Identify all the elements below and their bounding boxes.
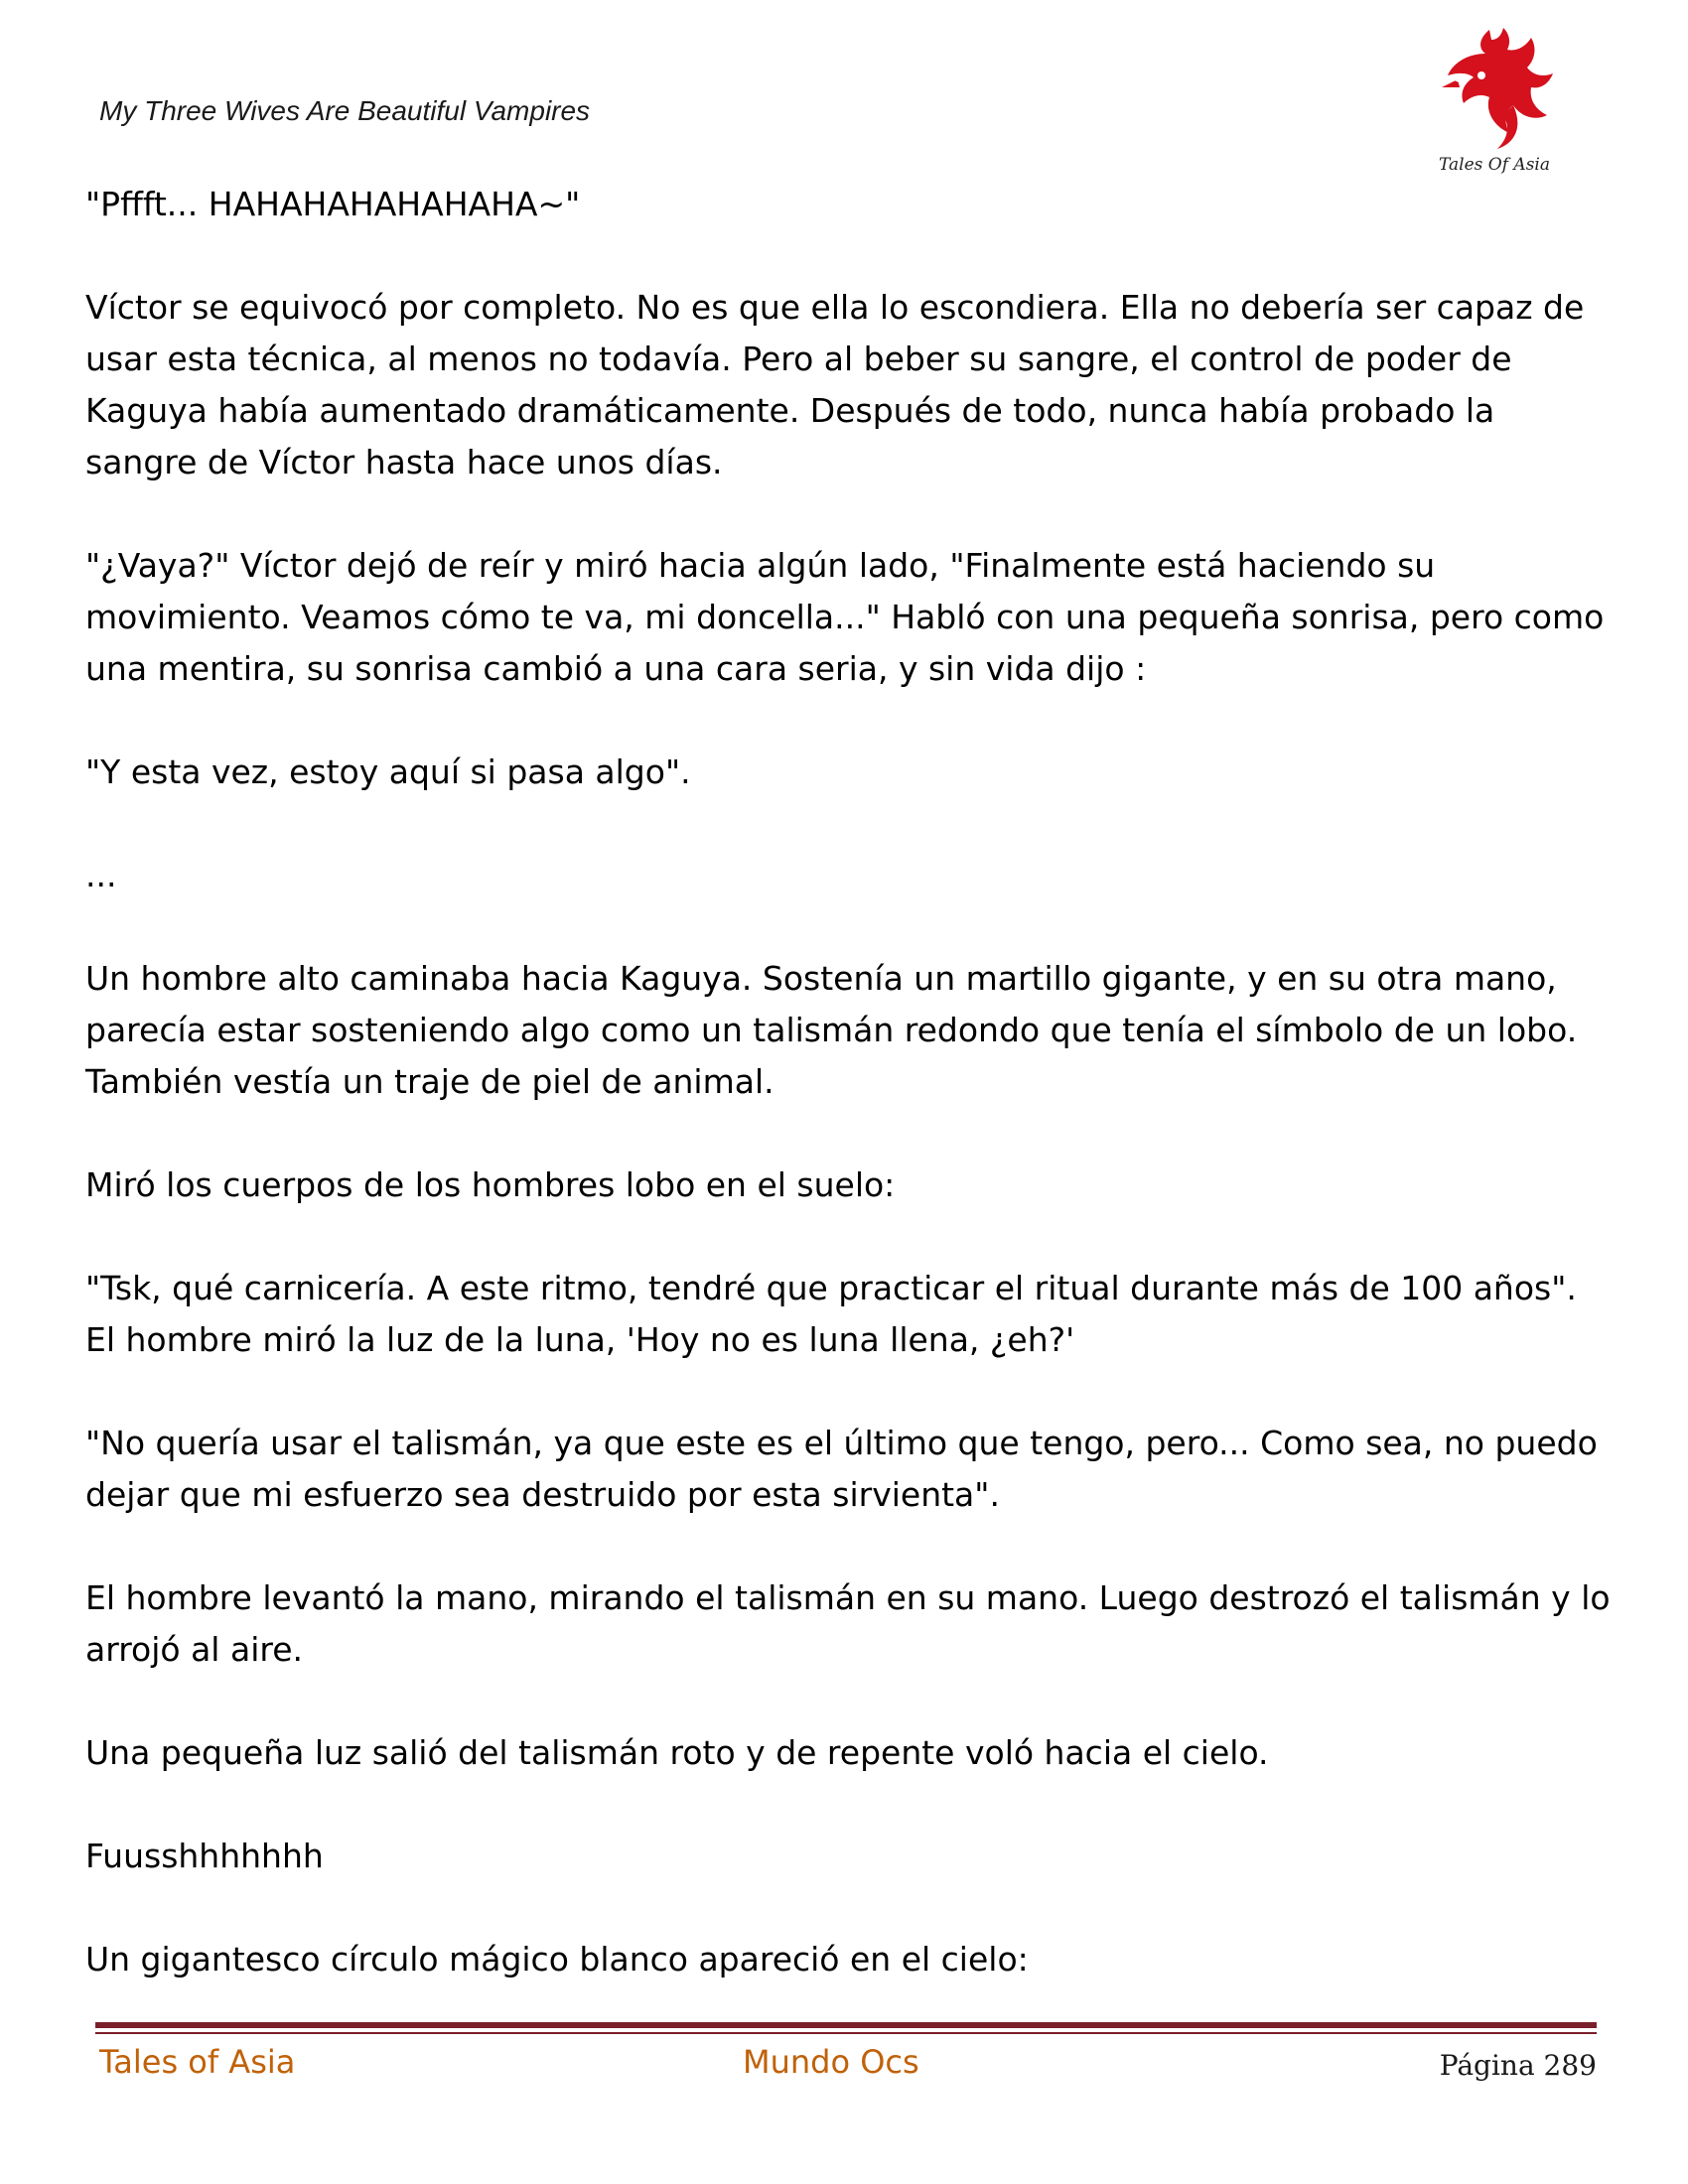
book-title: My Three Wives Are Beautiful Vampires xyxy=(99,95,591,126)
tales-of-asia-logo xyxy=(1420,18,1569,182)
paragraph: Miró los cuerpos de los hombres lobo en el suelo: xyxy=(85,1165,896,1204)
footer-translator: Mundo Ocs xyxy=(743,2043,919,2081)
paragraph: Un gigantesco círculo mágico blanco apareció en el cielo: xyxy=(85,1940,1029,1979)
paragraph: ... xyxy=(85,856,117,894)
paragraph: Una pequeña luz salió del talismán roto y de repente voló hacia el cielo. xyxy=(85,1733,1269,1772)
page-number: Página 289 xyxy=(1439,2049,1597,2082)
logo-text: Tales Of Asia xyxy=(1439,155,1550,175)
footer-publisher: Tales of Asia xyxy=(99,2043,296,2081)
page-content xyxy=(85,179,1615,2037)
paragraph: "Y esta vez, estoy aquí si pasa algo". xyxy=(85,752,691,791)
footer-divider xyxy=(95,2022,1597,2028)
dragon-icon xyxy=(1420,18,1569,157)
paragraph: El hombre levantó la mano, mirando el talismán en su mano. Luego destrozó el talismán y lo arrojó al aire. xyxy=(85,1578,1611,1669)
paragraph: "¿Vaya?" Víctor dejó de reír y miró hacia algún lado, "Finalmente está haciendo su movimiento. Veamos cómo te va, mi doncella..." Habló con una pequeña sonrisa, pero como una mentira, su sonrisa cambió a una cara seria, y sin vida dijo : xyxy=(85,546,1605,688)
paragraph: Un hombre alto caminaba hacia Kaguya. Sostenía un martillo gigante, y en su otra mano, parecía estar sosteniendo algo como un talismán redondo que tenía el símbolo de un lobo. También vestía un traje de piel de animal. xyxy=(85,959,1578,1101)
paragraph: "No quería usar el talismán, ya que este es el último que tengo, pero... Como sea, no puedo dejar que mi esfuerzo sea destruido por esta sirvienta". xyxy=(85,1424,1598,1514)
paragraph: "Pffft... HAHAHAHAHAHAHA~" xyxy=(85,185,581,223)
paragraph: Fuusshhhhhhh xyxy=(85,1837,324,1875)
paragraph: Víctor se equivocó por completo. No es que ella lo escondiera. Ella no debería ser capaz de usar esta técnica, al menos no todavía. Pero al beber su sangre, el control de poder de Kaguya había aumentado dramáticamente. Después de todo, nunca había probado la sangre de Víctor hasta hace unos días. xyxy=(85,288,1585,481)
footer-divider-thin xyxy=(95,2032,1597,2034)
paragraph: "Tsk, qué carnicería. A este ritmo, tendré que practicar el ritual durante más de 100 años". El hombre miró la luz de la luna, 'Hoy no es luna llena, ¿eh?' xyxy=(85,1269,1577,1359)
